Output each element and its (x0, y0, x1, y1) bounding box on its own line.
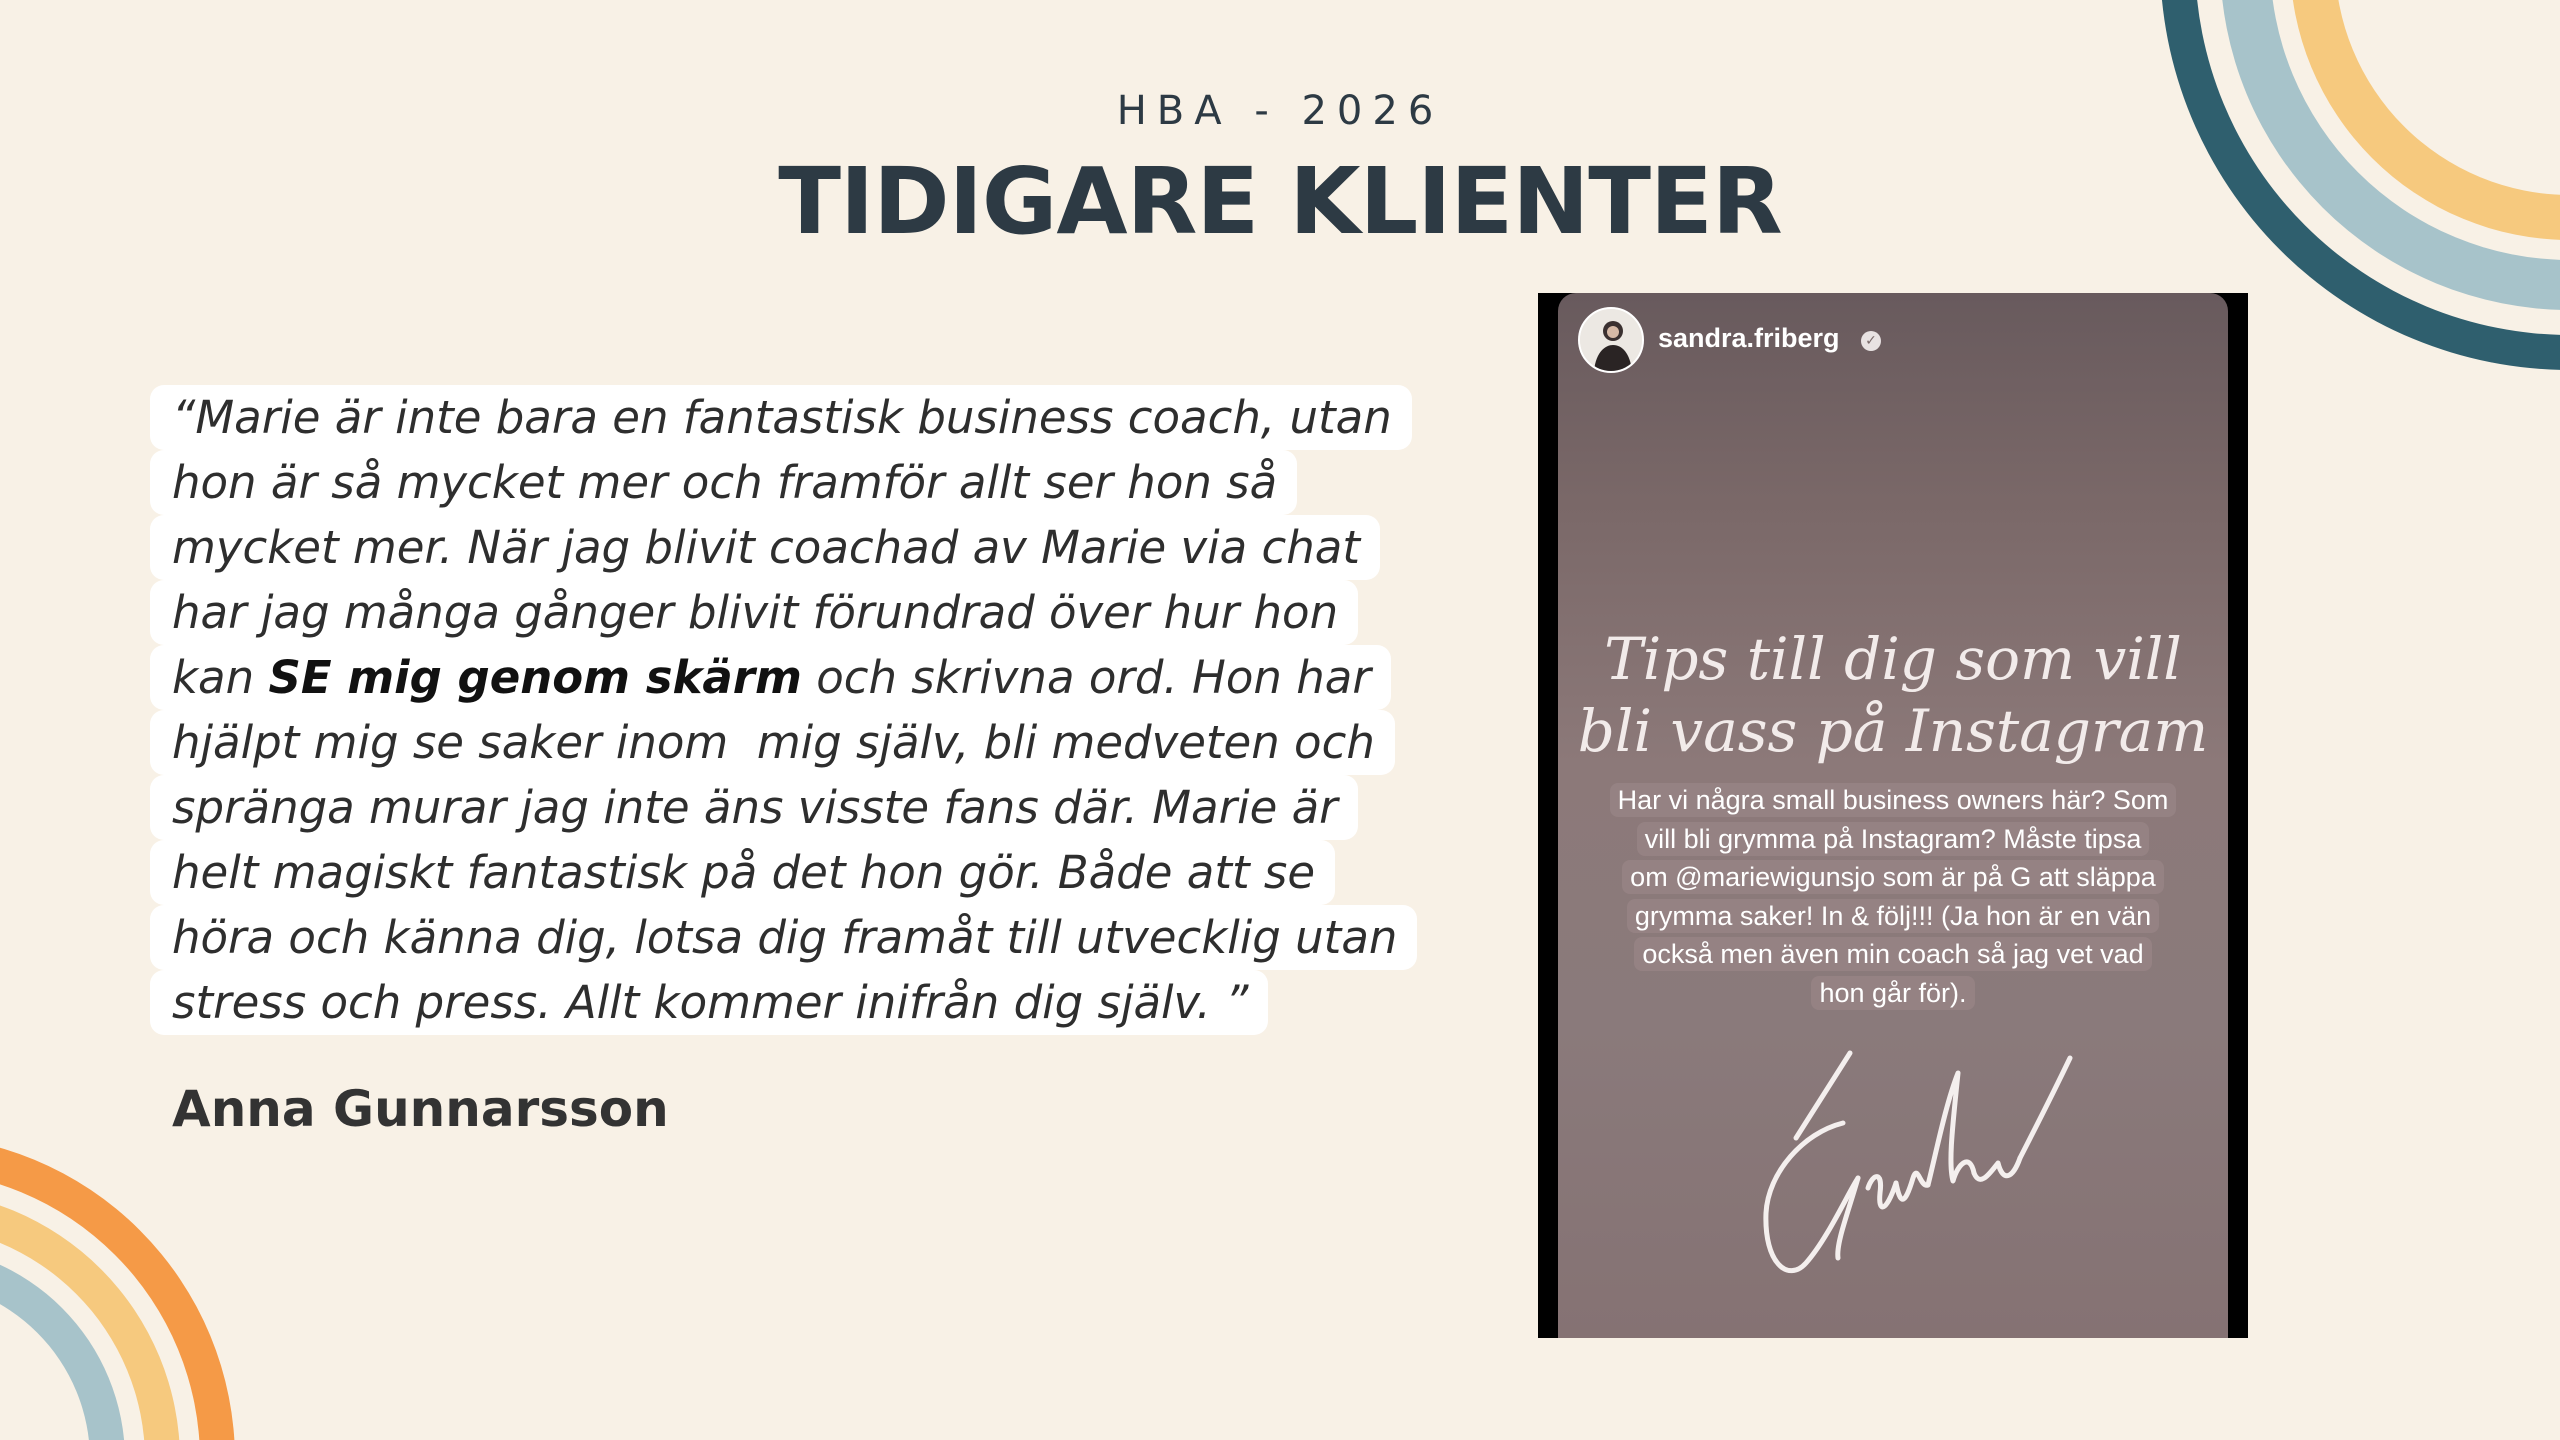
page-title: TIDIGARE KLIENTER (778, 148, 1782, 255)
quote-line: har jag många gånger blivit förundrad över hur hon (150, 580, 1358, 645)
avatar (1578, 307, 1644, 373)
quote-line: stress och press. Allt kommer inifrån dig själv. ” (150, 970, 1268, 1035)
quote-line: hon är så mycket mer och framför allt ser hon så (150, 450, 1297, 515)
story-card (1558, 293, 2228, 1338)
handwritten-signature (1708, 1013, 2128, 1313)
verified-badge-icon: ✓ (1861, 331, 1881, 351)
story-username[interactable]: sandra.friberg (1658, 323, 1840, 353)
testimonial-author: Anna Gunnarsson (172, 1080, 669, 1138)
quote-line: spränga murar jag inte äns visste fans där. Marie är (150, 775, 1358, 840)
story-caption (1598, 781, 2188, 1012)
quote-line: helt magiskt fantastisk på det hon gör. Både att se (150, 840, 1335, 905)
quote-line: mycket mer. När jag blivit coachad av Marie via chat (150, 515, 1380, 580)
quote-line: “Marie är inte bara en fantastisk business coach, utan (150, 385, 1412, 450)
quote-line: höra och känna dig, lotsa dig framåt till utvecklig utan (150, 905, 1417, 970)
caption-line: om @mariewigunsjo som är på G att släppa (1622, 860, 2164, 894)
story-heading-line: Tips till dig som vill (1604, 625, 2182, 693)
instagram-story-screenshot (1538, 293, 2248, 1338)
quote-text: och skrivna ord. Hon har (801, 651, 1371, 704)
quote-emphasis: SE mig genom skärm (268, 651, 802, 704)
quote-line: hjälpt mig se saker inom mig själv, bli medveten och (150, 710, 1395, 775)
caption-line: vill bli grymma på Instagram? Måste tipsa (1637, 822, 2150, 856)
testimonial-quote (150, 385, 1420, 1035)
quote-line (150, 645, 1391, 710)
caption-line: grymma saker! In & följ!!! (Ja hon är en vän (1627, 899, 2159, 933)
caption-line: Har vi några small business owners här? Som (1610, 783, 2177, 817)
quote-text: kan (172, 651, 269, 704)
eyebrow-label: HBA - 2026 (1116, 88, 1444, 134)
story-heading (1558, 623, 2228, 767)
caption-line: också men även min coach så jag vet vad (1634, 937, 2151, 971)
avatar-person-icon (1580, 309, 1642, 371)
caption-line: hon går för). (1811, 976, 1974, 1010)
story-heading-line: bli vass på Instagram (1577, 697, 2209, 765)
